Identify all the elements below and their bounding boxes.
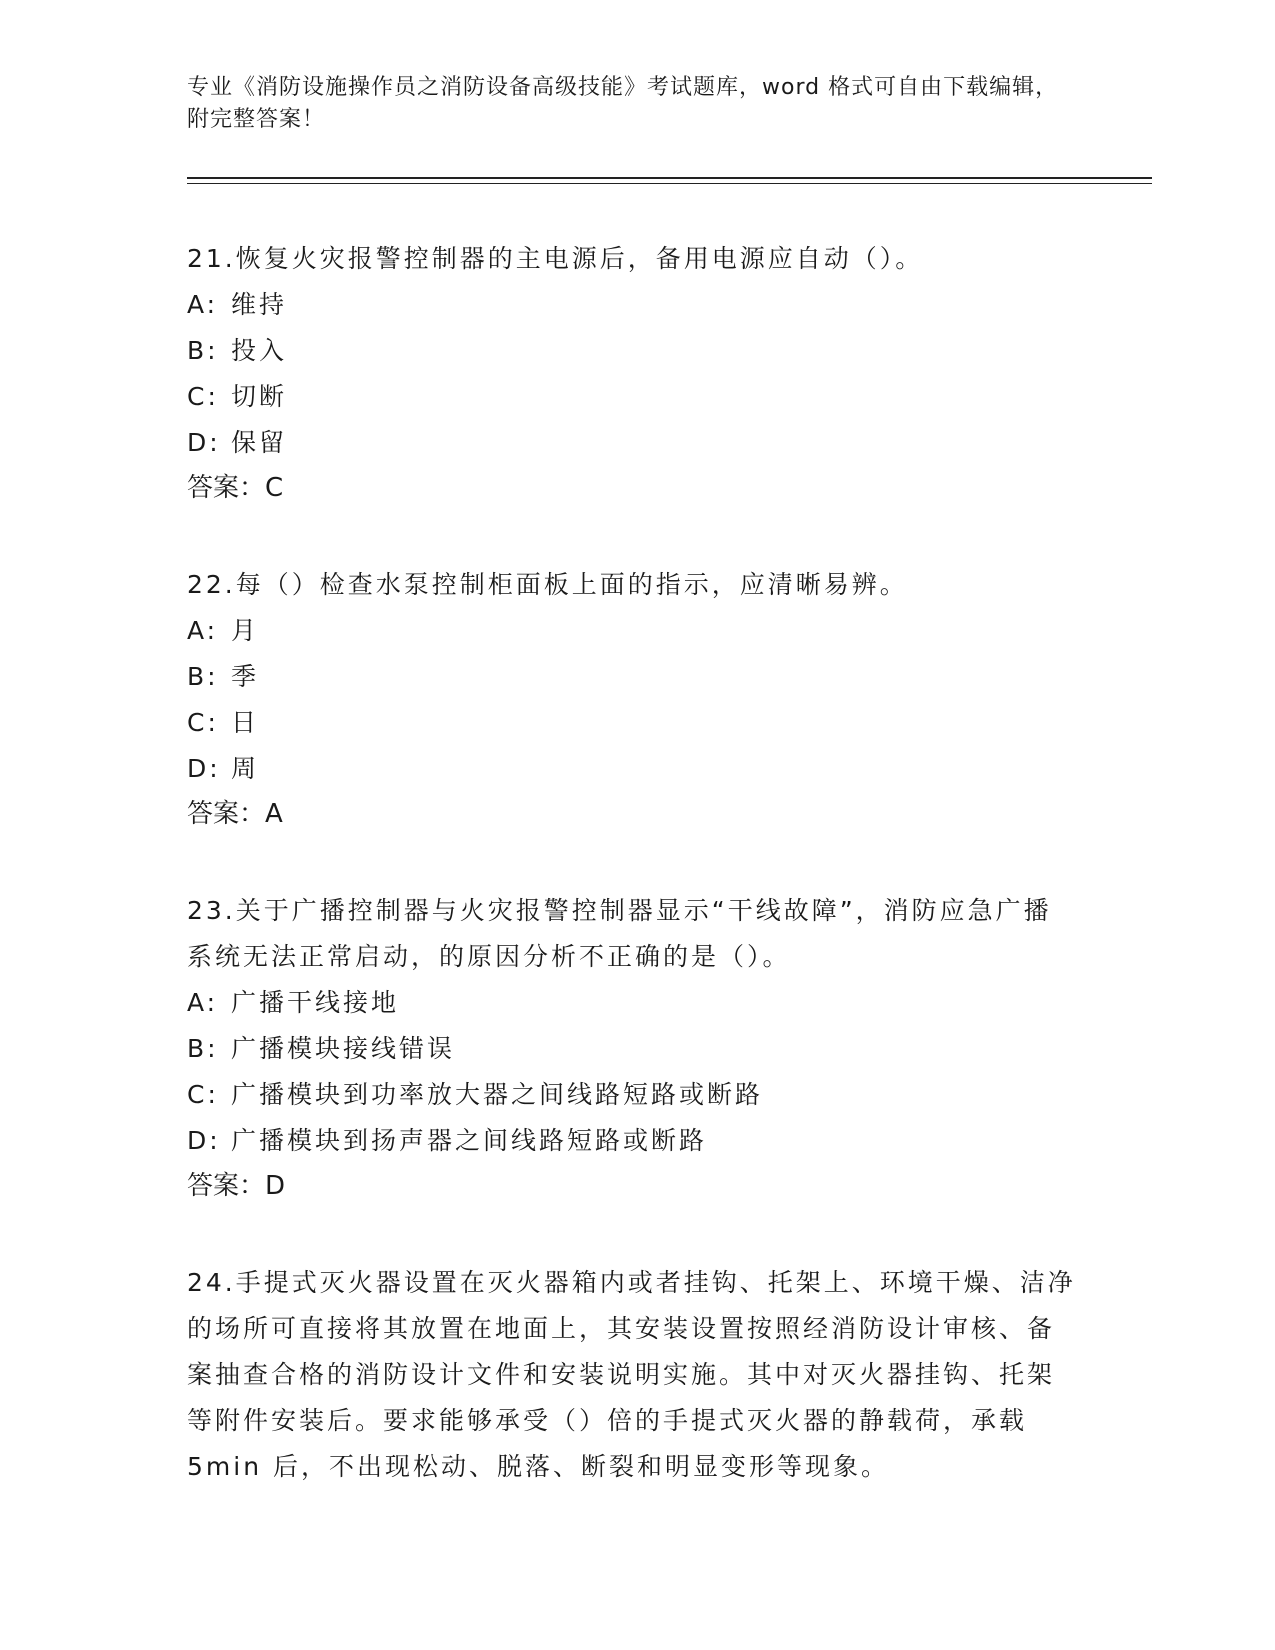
option-letter: D: (187, 428, 221, 457)
option-text: 日 (231, 708, 260, 737)
option-letter: D: (187, 754, 221, 783)
option-text: 切断 (231, 382, 288, 411)
option-text: 广播模块到扬声器之间线路短路或断路 (231, 1126, 708, 1155)
option-letter: C: (187, 708, 219, 737)
option-d (187, 420, 1077, 466)
option-b (187, 654, 1077, 700)
option-a (187, 282, 1077, 328)
answer-line: 答案：A (187, 799, 283, 829)
question-24 (187, 1260, 1077, 1490)
option-text: 保留 (231, 428, 288, 457)
option-letter: A: (187, 616, 219, 645)
option-text: 维持 (231, 290, 288, 319)
question-text: 22.每（）检查水泵控制柜面板上面的指示，应清晰易辨。 (187, 570, 908, 599)
header-divider-thin (187, 183, 1152, 184)
option-b (187, 1026, 1077, 1072)
option-d (187, 1118, 1077, 1164)
question-23 (187, 888, 1077, 1208)
option-letter: C: (187, 1080, 219, 1109)
option-letter: B: (187, 662, 219, 691)
option-a (187, 980, 1077, 1026)
option-text: 月 (231, 616, 260, 645)
question-22 (187, 562, 1077, 836)
question-text: 23.关于广播控制器与火灾报警控制器显示“干线故障”，消防应急广播系统无法正常启动，的原因分析不正确的是（）。 (187, 896, 1052, 971)
document-header: 专业《消防设施操作员之消防设备高级技能》考试题库，word 格式可自由下载编辑，附完整答案！ (187, 75, 1059, 132)
option-letter: B: (187, 336, 219, 365)
option-text: 周 (231, 754, 260, 783)
answer-line: 答案：D (187, 1171, 286, 1201)
option-text: 广播模块接线错误 (231, 1034, 456, 1063)
option-c (187, 700, 1077, 746)
question-21 (187, 236, 1077, 510)
option-a (187, 608, 1077, 654)
header-divider-thick (187, 177, 1152, 179)
option-d (187, 746, 1077, 792)
option-letter: D: (187, 1126, 221, 1155)
option-letter: C: (187, 382, 219, 411)
option-letter: A: (187, 988, 219, 1017)
option-text: 投入 (231, 336, 288, 365)
option-text: 广播干线接地 (231, 988, 400, 1017)
option-text: 季 (231, 662, 260, 691)
question-list (187, 236, 1077, 1542)
option-c (187, 374, 1077, 420)
option-c (187, 1072, 1077, 1118)
option-text: 广播模块到功率放大器之间线路短路或断路 (231, 1080, 764, 1109)
option-letter: B: (187, 1034, 219, 1063)
question-text: 21.恢复火灾报警控制器的主电源后，备用电源应自动（）。 (187, 244, 924, 273)
option-letter: A: (187, 290, 219, 319)
option-b (187, 328, 1077, 374)
answer-line: 答案：C (187, 473, 284, 503)
question-text: 24.手提式灭火器设置在灭火器箱内或者挂钩、托架上、环境干燥、洁净的场所可直接将其放置在地面上，其安装设置按照经消防设计审核、备案抽查合格的消防设计文件和安装说明实施。其中对灭火器挂钩、托架等附件安装后。要求能够承受（）倍的手提式灭火器的静载荷，承载 5min 后，不出现松动、脱落、断裂和明显变形等现象。 (187, 1268, 1076, 1481)
